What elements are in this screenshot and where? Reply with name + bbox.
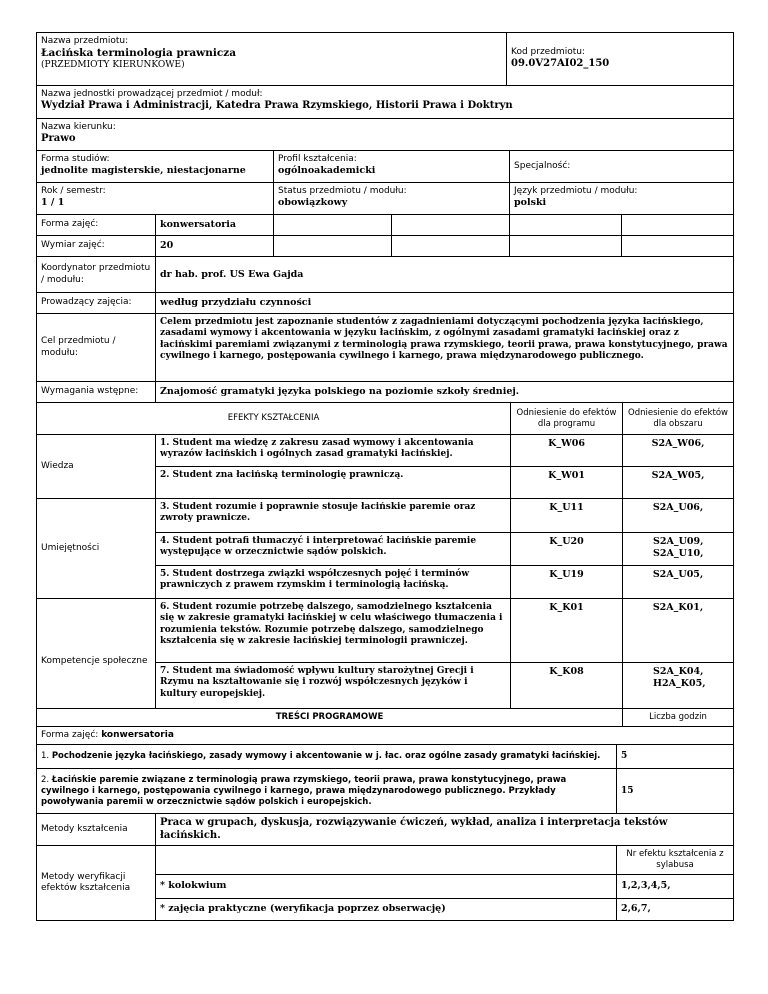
teach-label: Metody kształcenia	[37, 814, 156, 846]
outcome-row-text: 4. Student potrafi tłumaczyć i interpretować łacińskie paremie występujące w orzecznictwie sądów polskich.	[156, 533, 511, 566]
field-label: Nazwa kierunku:	[41, 122, 116, 132]
content-items-table	[36, 744, 734, 814]
outcome-row-program: K_K08	[511, 663, 623, 709]
classform-empty-4	[622, 215, 734, 236]
lang-label: Język przedmiotu / modułu:	[514, 186, 638, 196]
content-item-text: Łacińskie paremie związane z terminologią prawa rzymskiego, teorii prawa, prawa konstytucyjnego, prawa cywilnego i karnego, postępowania cywilnego i karnego, prawa międzynarodowego publicznego. Przykłady powoływania paremii w orzecznictwie sądów polskich i europejskich.	[41, 775, 567, 807]
verif-nr: 2,6,7,	[617, 898, 734, 920]
profile-value: ogólnoakademicki	[278, 165, 376, 177]
verif-label: Metody weryfikacji efektów kształcenia	[37, 846, 156, 920]
outcome-row-text: 7. Student ma świadomość wpływu kultury starożytnej Grecji i Rzymu na kształtowanie się i rozwój współczesnych języków i kultury europejskiej.	[156, 663, 511, 709]
year-cell	[37, 183, 274, 215]
group-knowledge: Wiedza	[37, 435, 156, 499]
content-form-prefix: Forma zajęć:	[41, 730, 99, 740]
outcome-row-area: S2A_W05,	[623, 467, 734, 499]
lang-value: polski	[514, 197, 547, 209]
content-item-num: 1.	[41, 751, 50, 762]
classform-empty-3	[510, 215, 622, 236]
content-form-row	[37, 727, 734, 745]
outcome-row-area: S2A_K04, H2A_K05,	[623, 663, 734, 709]
verif-nr-header: Nr efektu kształcenia z sylabusa	[617, 846, 734, 874]
outcome-row-area: S2A_U05,	[623, 566, 734, 599]
code-label: Kod przedmiotu:	[511, 47, 585, 58]
outcome-row-text: 1. Student ma wiedzę z zakresu zasad wymowy i akcentowania wyrazów łacińskich i ogólnych zasad gramatyki łacińskiej.	[156, 435, 511, 467]
methods-table	[36, 813, 734, 920]
classform-empty-1	[274, 215, 392, 236]
hours-empty-3	[510, 236, 622, 257]
subject-group: (PRZEDMIOTY KIERUNKOWE)	[41, 60, 185, 71]
outcome-row-area: S2A_W06,	[623, 435, 734, 467]
content-item	[37, 745, 617, 769]
unit-label: Nazwa jednostki prowadzącej przedmiot / moduł:	[41, 89, 263, 99]
outcomes-col-program: Odniesienie do efektów dla programu	[511, 403, 623, 435]
content-header: TREŚCI PROGRAMOWE	[37, 709, 623, 727]
content-hours-header: Liczba godzin	[623, 709, 734, 727]
verif-method: * kolokwium	[156, 874, 617, 898]
content-form-value: konwersatoria	[101, 730, 174, 740]
outcome-row-text: 3. Student rozumie i poprawnie stosuje łacińskie paremie oraz zwroty prawnicze.	[156, 499, 511, 533]
classform-label: Forma zajęć:	[37, 215, 156, 236]
group-skills: Umiejętności	[37, 499, 156, 599]
coord-value: dr hab. prof. US Ewa Gajda	[156, 257, 734, 293]
outcome-row-program: K_W01	[511, 467, 623, 499]
status-cell	[274, 183, 510, 215]
profile-cell	[274, 151, 510, 183]
outcome-row-text: 5. Student dostrzega związki współczesnych pojęć i terminów prawniczych z prawem rzymskim i terminologią łacińską.	[156, 566, 511, 599]
form-cell	[37, 151, 274, 183]
content-item-num: 2.	[41, 775, 50, 786]
syllabus-document	[36, 32, 733, 921]
content-item-text: Pochodzenie języka łacińskiego, zasady wymowy i akcentowanie w j. łac. oraz ogólne zasady gramatyki łacińskiej.	[51, 751, 601, 762]
outcome-row-text: 6. Student rozumie potrzebę dalszego, samodzielnego kształcenia się w zakresie gramatyki łacińskiej w celu właściwego tłumaczenia i rozumienia tekstów. Rozumie potrzebę dalszego, samodzielnego kształcenia się w zakresie łacińskiej terminologii prawniczej.	[156, 599, 511, 663]
outcomes-header: EFEKTY KSZTAŁCENIA	[37, 403, 511, 435]
verif-method: * zajęcia praktyczne (weryfikacja poprzez obserwację)	[156, 898, 617, 920]
outcome-row-area: S2A_U09, S2A_U10,	[623, 533, 734, 566]
lecturer-value: według przydziału czynności	[156, 293, 734, 314]
hours-empty-4	[622, 236, 734, 257]
goal-label: Cel przedmiotu / modułu:	[37, 314, 156, 382]
field-value: Prawo	[41, 133, 76, 145]
code-value: 09.0V27AI02_150	[511, 58, 610, 70]
outcome-row-area: S2A_U06,	[623, 499, 734, 533]
coord-label: Koordynator przedmiotu / modułu:	[37, 257, 156, 293]
unit-value: Wydział Prawa i Administracji, Katedra Prawa Rzymskiego, Historii Prawa i Doktryn	[41, 100, 513, 112]
outcome-row-program: K_K01	[511, 599, 623, 663]
lang-cell	[510, 183, 734, 215]
outcome-row-program: K_W06	[511, 435, 623, 467]
outcomes-table	[36, 402, 734, 709]
profile-label: Profil kształcenia:	[278, 154, 357, 164]
unit-cell	[37, 86, 734, 119]
outcome-row-program: K_U20	[511, 533, 623, 566]
year-value: 1 / 1	[41, 197, 65, 209]
hours-value: 20	[156, 236, 274, 257]
year-label: Rok / semestr:	[41, 186, 106, 196]
hours-label: Wymiar zajęć:	[37, 236, 156, 257]
outcomes-col-area: Odniesienie do efektów dla obszaru	[623, 403, 734, 435]
status-label: Status przedmiotu / modułu:	[278, 186, 407, 196]
status-value: obowiązkowy	[278, 197, 348, 209]
req-value: Znajomość gramatyki języka polskiego na poziomie szkoły średniej.	[156, 382, 734, 403]
group-social: Kompetencje społeczne	[37, 599, 156, 709]
outcome-row-area: S2A_K01,	[623, 599, 734, 663]
subject-cell	[37, 33, 507, 86]
verif-empty	[156, 846, 617, 874]
verif-nr: 1,2,3,4,5,	[617, 874, 734, 898]
form-label: Forma studiów:	[41, 154, 110, 164]
subject-name: Łacińska terminologia prawnicza	[41, 47, 236, 60]
classform-value: konwersatoria	[156, 215, 274, 236]
lecturer-label: Prowadzący zajęcia:	[37, 293, 156, 314]
code-cell	[507, 33, 734, 86]
content-item-hours: 15	[617, 769, 734, 814]
spec-label: Specjalność:	[514, 160, 571, 171]
form-value: jednolite magisterskie, niestacjonarne	[41, 165, 246, 177]
outcome-row-program: K_U19	[511, 566, 623, 599]
content-item-hours: 5	[617, 745, 734, 769]
req-label: Wymagania wstępne:	[37, 382, 156, 403]
teach-value: Praca w grupach, dyskusja, rozwiązywanie ćwiczeń, wykład, analiza i interpretacja tekstów łacińskich.	[156, 814, 734, 846]
header-table	[36, 32, 734, 151]
outcome-row-program: K_U11	[511, 499, 623, 533]
field-cell	[37, 119, 734, 151]
hours-empty-2	[392, 236, 510, 257]
subject-label: Nazwa przedmiotu:	[41, 36, 129, 46]
content-table	[36, 708, 734, 745]
spec-cell	[510, 151, 734, 183]
classform-empty-2	[392, 215, 510, 236]
content-item	[37, 769, 617, 814]
outcome-row-text: 2. Student zna łacińską terminologię prawniczą.	[156, 467, 511, 499]
goal-value: Celem przedmiotu jest zapoznanie studentów z zagadnieniami dotyczącymi pochodzenia języka łacińskiego, zasadami wymowy i akcentowania w języku łacińskim, z ogólnymi zasadami gramatyki łacińskiej oraz z łacińskimi paremiami związanymi z terminologią prawa rzymskiego, teorii prawa, prawa konstytucyjnego, prawa cywilnego i karnego, postępowania cywilnego i karnego, prawa międzynarodowego publicznego.	[156, 314, 734, 382]
info-table	[36, 150, 734, 403]
hours-empty-1	[274, 236, 392, 257]
